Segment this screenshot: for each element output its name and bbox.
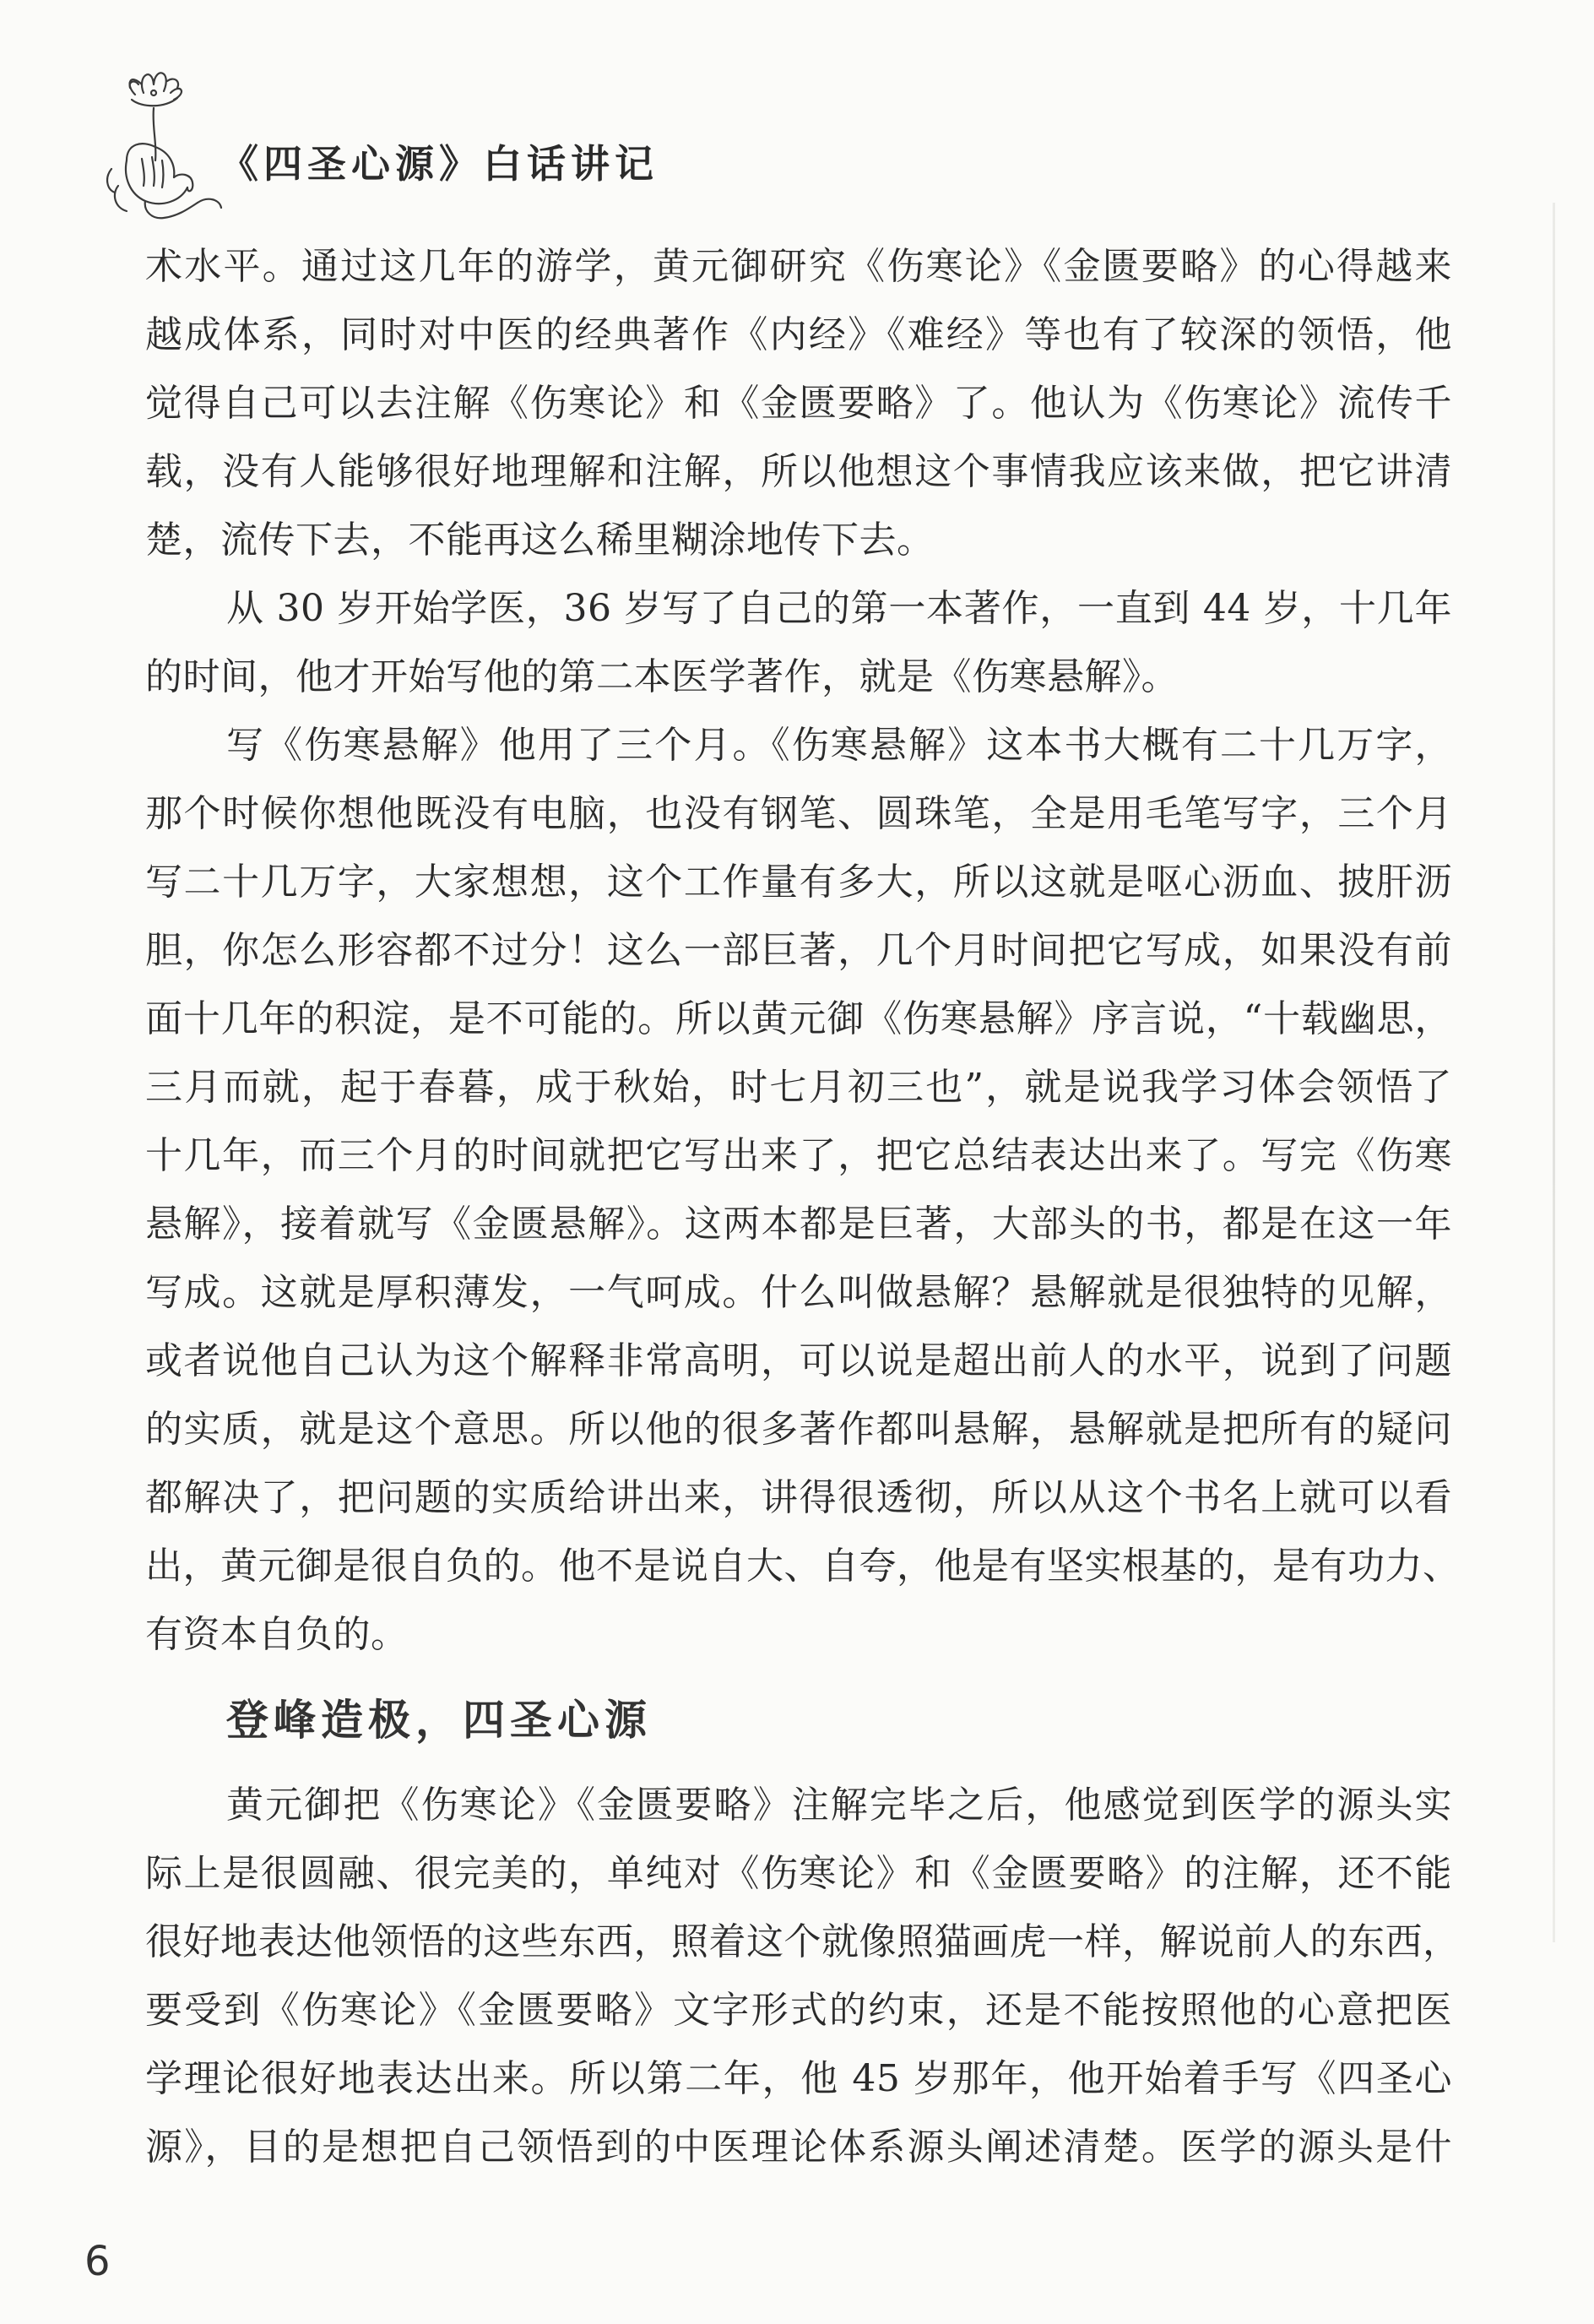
text-line: 术水平。通过这几年的游学，黄元御研究《伤寒论》《金匮要略》的心得越来 xyxy=(145,245,1452,288)
text-line: 要受到《伤寒论》《金匮要略》文字形式的约束，还是不能按照他的心意把医 xyxy=(145,1989,1452,2032)
text-line: 有资本自负的。 xyxy=(145,1613,409,1656)
text-line: 很好地表达他领悟的这些东西，照着这个就像照猫画虎一样，解说前人的东西， xyxy=(145,1920,1461,1963)
running-header-title: 《四圣心源》白话讲记 xyxy=(220,141,659,187)
text-line: 出，黄元御是很自负的。他不是说自大、自夸，他是有坚实根基的，是有功力、 xyxy=(145,1545,1461,1588)
text-line: 都解决了，把问题的实质给讲出来，讲得很透彻，所以从这个书名上就可以看 xyxy=(145,1476,1452,1519)
text-line: 三月而就，起于春暮，成于秋始，时七月初三也”，就是说我学习体会领悟了 xyxy=(145,1066,1452,1109)
text-line: 载，没有人能够很好地理解和注解，所以他想这个事情我应该来做，把它讲清 xyxy=(145,450,1452,493)
text-line: 写二十几万字，大家想想，这个工作量有多大，所以这就是呕心沥血、披肝沥 xyxy=(145,861,1452,904)
text-line: 十几年，而三个月的时间就把它写出来了，把它总结表达出来了。写完《伤寒 xyxy=(145,1134,1452,1177)
text-line: 黄元御把《伤寒论》《金匮要略》注解完毕之后，他感觉到医学的源头实 xyxy=(226,1784,1452,1827)
text-line: 源》，目的是想把自己领悟到的中医理论体系源头阐述清楚。医学的源头是什 xyxy=(145,2126,1452,2169)
paragraph xyxy=(145,232,1452,574)
text-line: 的时间，他才开始写他的第二本医学著作，就是《伤寒悬解》。 xyxy=(145,655,1179,698)
text-line: 的实质，就是这个意思。所以他的很多著作都叫悬解，悬解就是把所有的疑问 xyxy=(145,1408,1452,1451)
text-line: 从 30 岁开始学医，36 岁写了自己的第一本著作，一直到 44 岁，十几年 xyxy=(226,587,1452,630)
paragraph xyxy=(145,711,1461,1669)
text-line: 写《伤寒悬解》他用了三个月。《伤寒悬解》这本书大概有二十几万字， xyxy=(226,724,1452,767)
body-text xyxy=(145,232,1461,2181)
text-line: 胆，你怎么形容都不过分！这么一部巨著，几个月时间把它写成，如果没有前 xyxy=(145,929,1452,972)
text-line: 越成体系，同时对中医的经典著作《内经》《难经》等也有了较深的领悟，他 xyxy=(145,313,1452,356)
text-line: 学理论很好地表达出来。所以第二年，他 45 岁那年，他开始着手写《四圣心 xyxy=(145,2057,1452,2100)
text-line: 或者说他自己认为这个解释非常高明，可以说是超出前人的水平，说到了问题 xyxy=(145,1339,1452,1382)
page-header xyxy=(93,59,853,228)
text-line: 那个时候你想他既没有电脑，也没有钢笔、圆珠笔，全是用毛笔写字，三个月 xyxy=(145,792,1452,835)
page-number: 6 xyxy=(84,2238,111,2285)
paragraph xyxy=(145,1771,1461,2181)
text-line: 面十几年的积淀，是不可能的。所以黄元御《伤寒悬解》序言说，“十载幽思， xyxy=(145,997,1452,1040)
section-heading: 登峰造极，四圣心源 xyxy=(226,1695,652,1745)
text-line: 悬解》，接着就写《金匮悬解》。这两本都是巨著，大部头的书，都是在这一年 xyxy=(145,1203,1452,1246)
scan-edge-shadow xyxy=(1553,203,1555,1942)
paragraph xyxy=(145,574,1452,711)
text-line: 觉得自己可以去注解《伤寒论》和《金匮要略》了。他认为《伤寒论》流传千 xyxy=(145,382,1452,425)
text-line: 际上是很圆融、很完美的，单纯对《伤寒论》和《金匮要略》的注解，还不能 xyxy=(145,1852,1452,1895)
text-line: 楚，流传下去，不能再这么稀里糊涂地传下去。 xyxy=(145,519,935,562)
lotus-hand-icon xyxy=(93,59,236,228)
text-line: 写成。这就是厚积薄发，一气呵成。什么叫做悬解？悬解就是很独特的见解， xyxy=(145,1271,1452,1314)
